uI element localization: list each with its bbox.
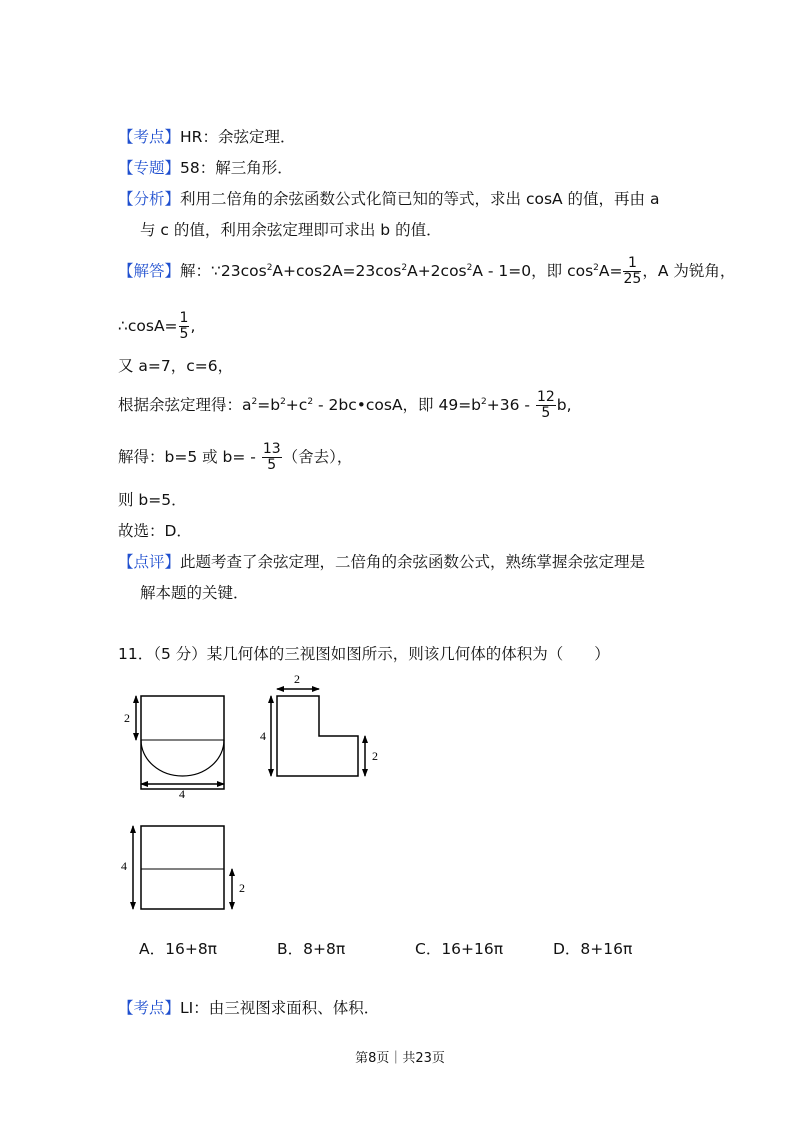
top-right-label: 2	[239, 881, 245, 895]
numerator: 1	[179, 310, 189, 326]
fraction	[536, 390, 556, 421]
fenxi-text-2: 与 c 的值，利用余弦定理即可求出 b 的值．	[140, 221, 442, 239]
side-view	[260, 672, 378, 776]
jieda-text: ，A 为锐角，	[642, 262, 736, 280]
zhuanti-text: 58：解三角形．	[180, 159, 293, 177]
option-a: A．16+8π	[139, 940, 218, 958]
superscript: 2	[307, 397, 314, 407]
three-view-figure	[0, 668, 800, 928]
superscript: 2	[593, 263, 599, 273]
numerator: 12	[536, 389, 555, 405]
superscript: 2	[280, 397, 286, 407]
q11-kaodian-tag: 【考点】	[118, 999, 181, 1017]
superscript: 2	[266, 263, 273, 273]
page-footer: 第8页｜共23页	[355, 1051, 445, 1066]
dianping-tag: 【点评】	[118, 553, 181, 571]
jieda-text: A+2cos	[407, 262, 467, 280]
front-width-label: 4	[179, 787, 185, 801]
fenxi-line	[118, 188, 659, 210]
fenxi-tag: 【分析】	[118, 190, 181, 208]
solution-text: 根据余弦定理得：a	[118, 396, 252, 414]
dianping-text-2: 解本题的关键．	[140, 584, 249, 602]
jieda-text: A+cos2A=23cos	[272, 262, 402, 280]
fraction	[623, 256, 641, 287]
solution-text: b,	[556, 396, 572, 414]
q11-kaodian-line	[118, 997, 379, 1019]
option-c: C．16+16π	[415, 940, 504, 958]
fenxi-text-1: 利用二倍角的余弦函数公式化简已知的等式，求出 cosA 的值，再由 a	[180, 190, 660, 208]
solution-line-4	[118, 390, 572, 421]
side-right-label: 2	[372, 749, 378, 763]
superscript: 2	[481, 397, 487, 407]
solution-text: +c	[285, 396, 308, 414]
numerator: 13	[262, 441, 281, 457]
side-top-label: 2	[294, 672, 300, 686]
solution-line-5	[118, 442, 352, 473]
zhuanti-tag: 【专题】	[118, 159, 181, 177]
solution-text: （舍去），	[282, 448, 353, 466]
option-b: B．8+8π	[277, 940, 346, 958]
side-height-label: 4	[260, 729, 266, 743]
kaodian-text: HR：余弦定理．	[180, 128, 296, 146]
solution-text: - 2bc•cosA，即 49=b	[313, 396, 482, 414]
jieda-text: A=	[598, 262, 623, 280]
dianping-line	[118, 551, 645, 573]
front-view	[124, 696, 224, 801]
solution-line-3: 又 a=7，c=6，	[118, 357, 234, 375]
superscript: 2	[401, 263, 408, 273]
denominator: 5	[267, 457, 277, 473]
fraction	[179, 311, 190, 342]
top-view	[121, 826, 245, 909]
top-height-label: 4	[121, 859, 127, 873]
solution-text: +36 -	[486, 396, 535, 414]
solution-line-2	[118, 311, 195, 342]
solution-text: =b	[257, 396, 281, 414]
jieda-text: 解：∵23cos	[180, 262, 267, 280]
solution-line-7: 故选：D．	[118, 522, 192, 540]
solution-text: 解得：b=5 或 b= -	[118, 448, 261, 466]
fraction	[262, 442, 282, 473]
jieda-tag: 【解答】	[118, 262, 181, 280]
superscript: 2	[466, 263, 473, 273]
jieda-line	[118, 256, 735, 287]
top-view-outline	[141, 826, 224, 909]
denominator: 5	[541, 405, 551, 421]
dianping-text-1: 此题考查了余弦定理，二倍角的余弦函数公式，熟练掌握余弦定理是	[180, 553, 646, 571]
solution-text: ,	[190, 317, 196, 335]
zhuanti-line	[118, 157, 293, 179]
kaodian-tag: 【考点】	[118, 128, 181, 146]
front-view-semicircle	[141, 740, 224, 776]
solution-line-6: 则 b=5．	[118, 491, 187, 509]
option-d: D．8+16π	[553, 940, 633, 958]
numerator: 1	[623, 256, 641, 272]
denominator: 25	[623, 271, 642, 287]
question-stem: 11．（5 分）某几何体的三视图如图所示，则该几何体的体积为（ ）	[118, 645, 610, 663]
kaodian-line	[118, 126, 295, 148]
jieda-text: A - 1=0，即 cos	[472, 262, 594, 280]
q11-kaodian-text: LI：由三视图求面积、体积．	[180, 999, 380, 1017]
side-view-outline	[277, 696, 358, 776]
superscript: 2	[251, 397, 258, 407]
front-height-label: 2	[124, 711, 130, 725]
denominator: 5	[179, 326, 189, 342]
solution-text: ∴cosA=	[118, 317, 178, 335]
front-view-outline	[141, 696, 224, 789]
